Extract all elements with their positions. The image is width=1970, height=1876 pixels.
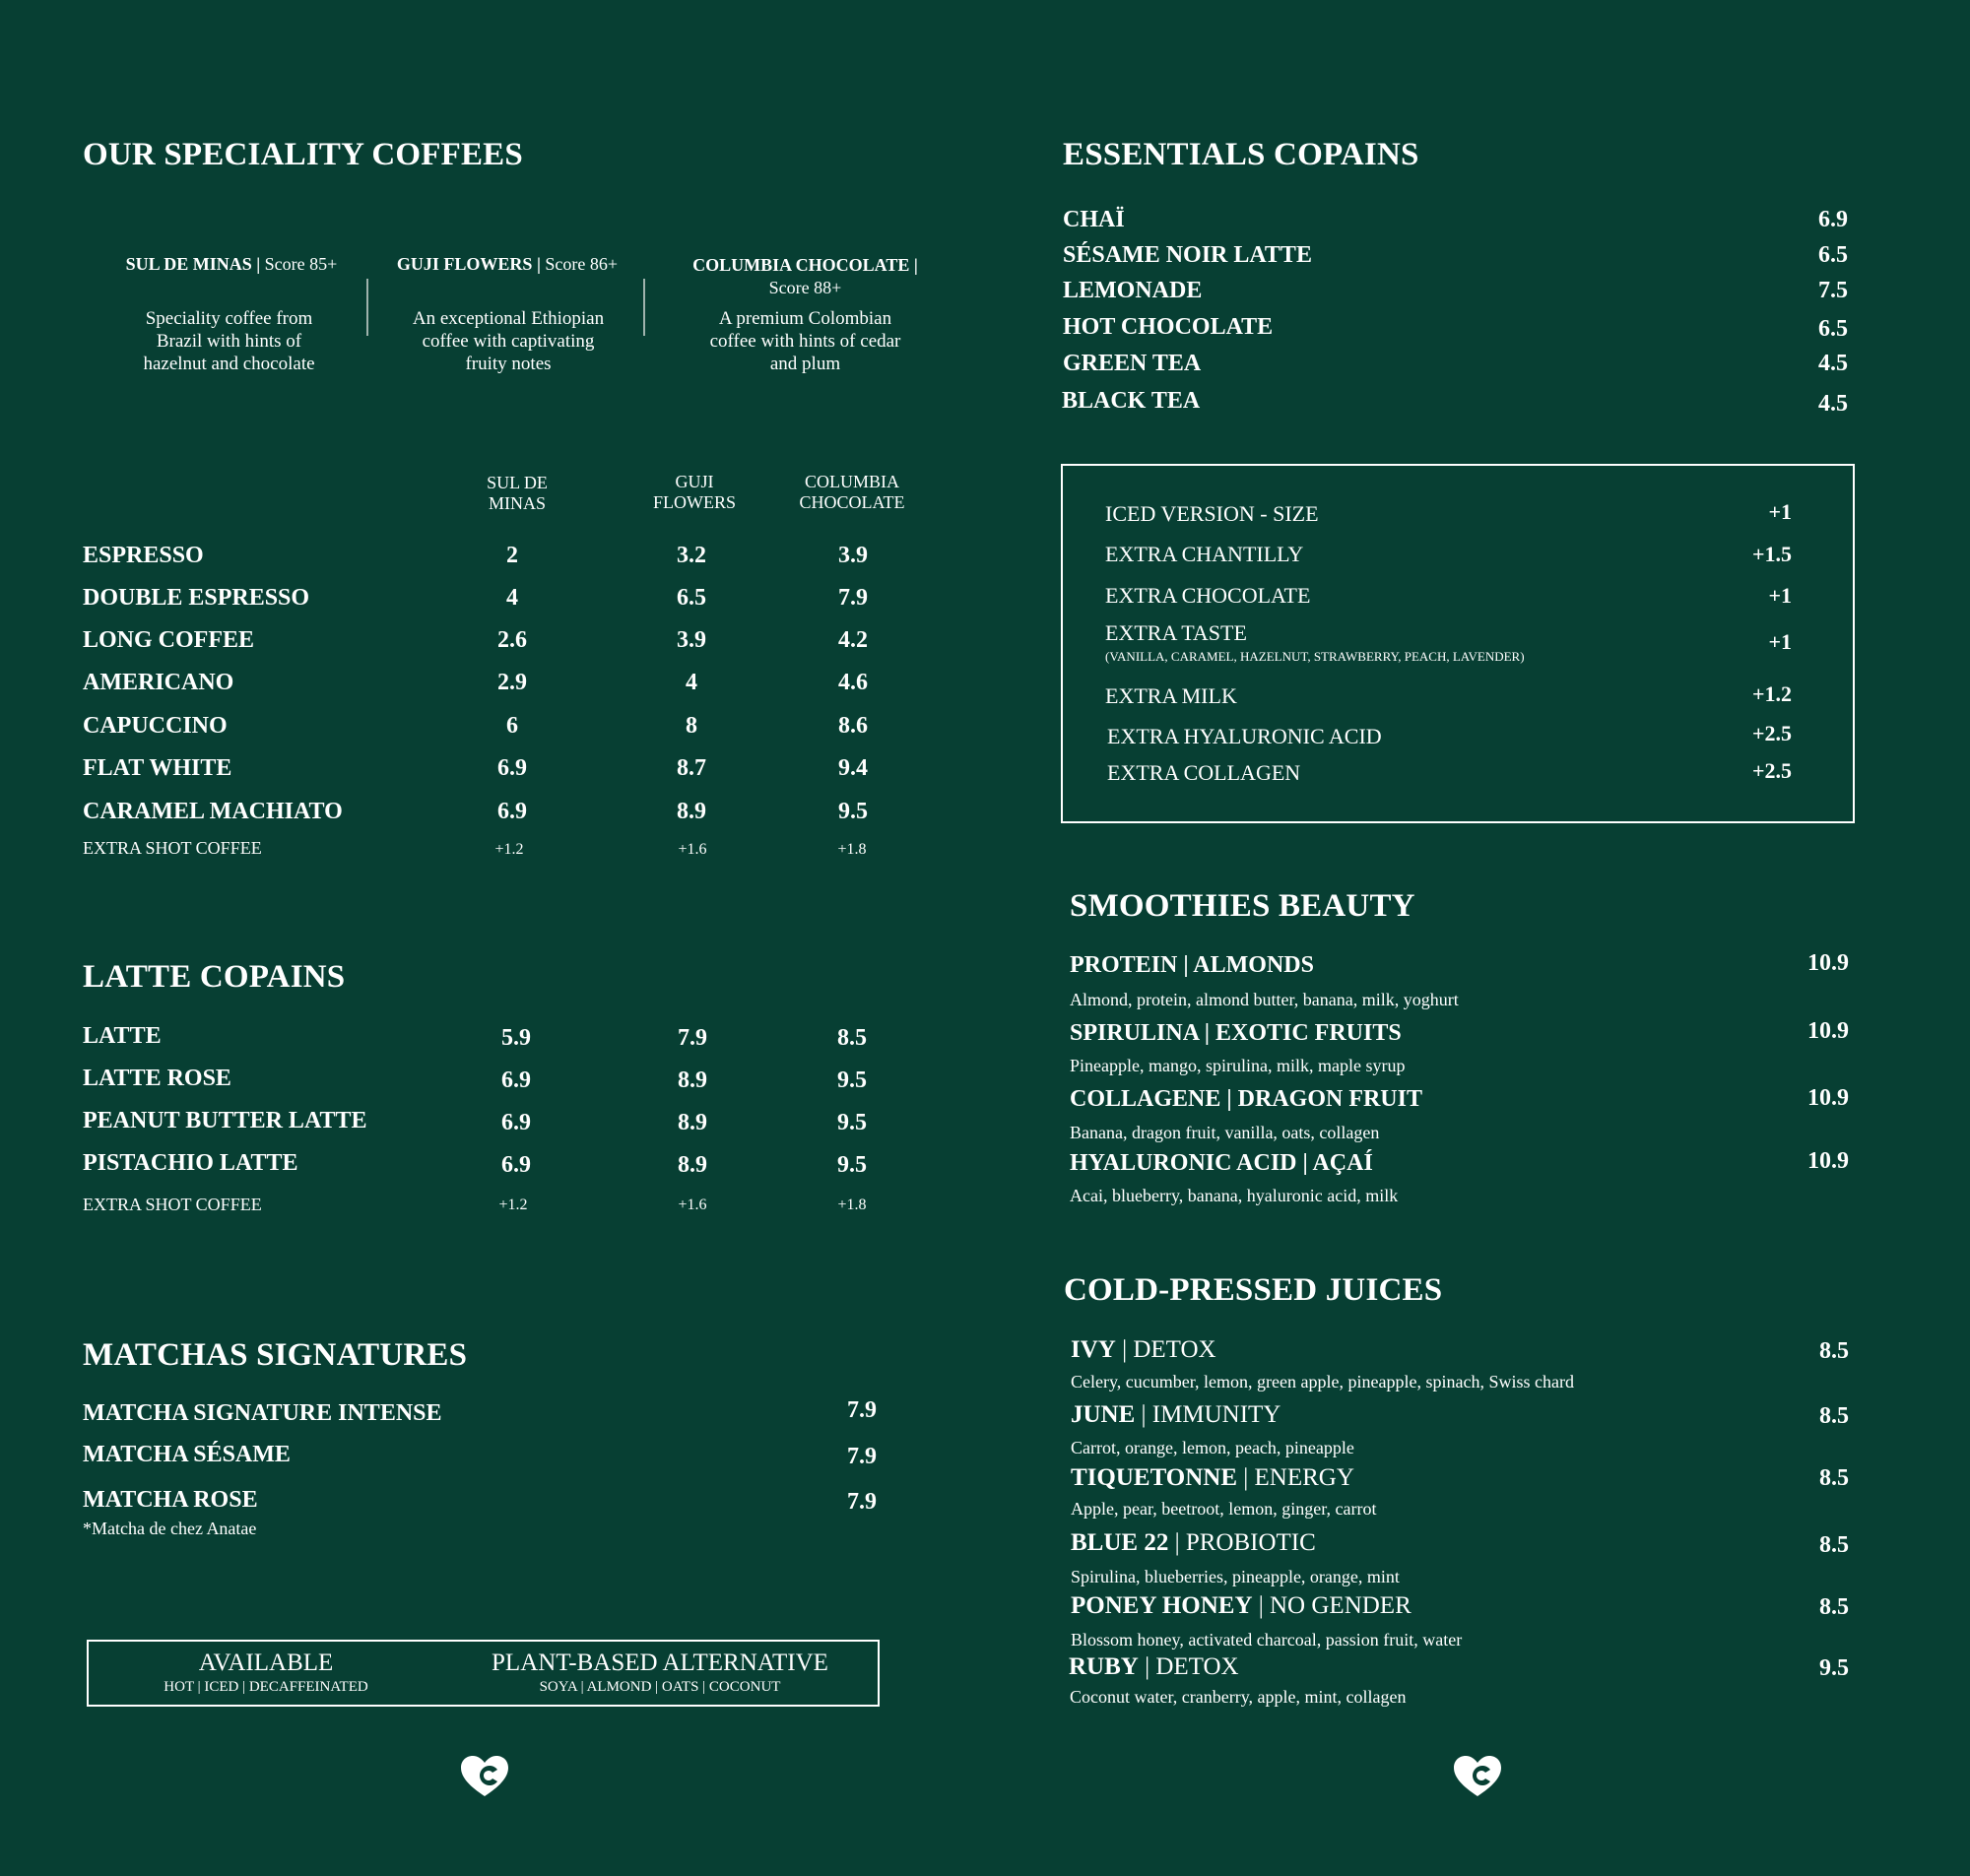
extra-option: ICED VERSION - SIZE [1105, 501, 1319, 526]
price: +1.5 [1751, 542, 1792, 566]
price: 7.9 [838, 585, 868, 611]
menu-item: LATTE ROSE [83, 1066, 231, 1091]
price: +1.2 [498, 1197, 528, 1213]
price: 9.5 [838, 799, 868, 824]
item-description: Acai, blueberry, banana, hyaluronic acid, milk [1070, 1186, 1399, 1205]
bean-guji-title: GUJI FLOWERS | Score 86+ [396, 254, 619, 274]
price: 10.9 [1807, 1018, 1849, 1044]
menu-item: PONEY HONEY | NO GENDER [1071, 1592, 1412, 1619]
price: 2 [506, 543, 518, 568]
price: 8.5 [1819, 1403, 1849, 1429]
column-header-columbia: COLUMBIA CHOCOLATE [799, 472, 905, 512]
menu-item: LEMONADE [1063, 278, 1203, 303]
extra-option: EXTRA HYALURONIC ACID [1107, 724, 1382, 748]
price: +2.5 [1751, 758, 1792, 783]
price: 7.9 [847, 1489, 877, 1515]
extra-taste-flavours: (VANILLA, CARAMEL, HAZELNUT, STRAWBERRY, PEACH, LAVENDER) [1105, 649, 1525, 664]
menu-item: FLAT WHITE [83, 755, 232, 781]
price: 7.9 [847, 1397, 877, 1423]
price: +1 [1768, 499, 1792, 524]
price: 6.5 [1818, 242, 1848, 268]
menu-item: CAPUCCINO [83, 713, 228, 739]
price: 8.5 [1819, 1532, 1849, 1558]
essentials-title: ESSENTIALS COPAINS [1063, 137, 1419, 172]
menu-item: AMERICANO [83, 670, 234, 695]
plant-based-options: SOYA | ALMOND | OATS | COCONUT [539, 1679, 781, 1695]
price: 3.2 [677, 543, 706, 568]
price: 4 [506, 585, 518, 611]
price: 6.9 [501, 1067, 531, 1093]
bean-divider [643, 279, 645, 336]
bean-guji-desc: An exceptional Ethiopian coffee with captivating fruity notes [412, 308, 605, 374]
price: 4 [686, 670, 697, 695]
price: 8.5 [1819, 1465, 1849, 1491]
price: 3.9 [677, 627, 706, 653]
menu-item: CHAÏ [1063, 207, 1125, 232]
item-description: Celery, cucumber, lemon, green apple, pineapple, spinach, Swiss chard [1071, 1372, 1574, 1391]
juices-title: COLD-PRESSED JUICES [1064, 1272, 1443, 1308]
menu-item: RUBY | DETOX [1069, 1653, 1239, 1680]
price: +1.8 [837, 841, 867, 858]
extra-option: EXTRA CHOCOLATE [1105, 583, 1311, 608]
extras-box [1061, 464, 1855, 823]
price: 6.5 [1818, 316, 1848, 342]
price: 9.5 [837, 1152, 867, 1178]
price: 6.9 [497, 755, 527, 781]
extra-option: EXTRA CHANTILLY [1105, 542, 1304, 566]
price: 8.9 [678, 1110, 707, 1135]
menu-item: LATTE [83, 1023, 162, 1049]
price: 6 [506, 713, 518, 739]
price: +2.5 [1751, 721, 1792, 745]
price: 9.5 [837, 1067, 867, 1093]
menu-item: SPIRULINA | EXOTIC FRUITS [1070, 1020, 1402, 1046]
heart-c-logo-icon [1453, 1755, 1502, 1798]
price: +1.6 [678, 841, 707, 858]
price: 3.9 [838, 543, 868, 568]
menu-item: BLUE 22 | PROBIOTIC [1071, 1529, 1316, 1556]
menu-item: LONG COFFEE [83, 627, 255, 653]
menu-item: HYALURONIC ACID | AÇAÍ [1070, 1150, 1373, 1176]
extra-shot-label: EXTRA SHOT COFFEE [83, 838, 262, 858]
price: 6.9 [501, 1152, 531, 1178]
price: 8.5 [837, 1025, 867, 1051]
price: +1 [1768, 629, 1792, 654]
menu-item: PEANUT BUTTER LATTE [83, 1108, 367, 1133]
price: 6.9 [497, 799, 527, 824]
item-description: Blossom honey, activated charcoal, passion fruit, water [1071, 1630, 1463, 1650]
menu-item: HOT CHOCOLATE [1063, 314, 1274, 340]
menu-item: SÉSAME NOIR LATTE [1063, 242, 1312, 268]
menu-item: JUNE | IMMUNITY [1071, 1401, 1281, 1428]
bean-sul-title: SUL DE MINAS | Score 85+ [125, 254, 338, 274]
available-options: HOT | ICED | DECAFFEINATED [164, 1679, 368, 1695]
price: 7.9 [678, 1025, 707, 1051]
availability-box [87, 1640, 880, 1707]
menu-item: PISTACHIO LATTE [83, 1150, 298, 1176]
item-description: Carrot, orange, lemon, peach, pineapple [1071, 1438, 1354, 1457]
price: 8.9 [678, 1067, 707, 1093]
menu-item: MATCHA SÉSAME [83, 1442, 291, 1467]
menu-item: BLACK TEA [1062, 388, 1201, 414]
matcha-title: MATCHAS SIGNATURES [83, 1337, 468, 1373]
price: 9.5 [837, 1110, 867, 1135]
price: 8 [686, 713, 697, 739]
bean-columbia-title: COLUMBIA CHOCOLATE | Score 88+ [692, 255, 918, 297]
menu-item: TIQUETONNE | ENERGY [1071, 1464, 1354, 1491]
price: 7.5 [1818, 278, 1848, 303]
price: 7.9 [847, 1444, 877, 1469]
menu-item: GREEN TEA [1063, 351, 1202, 376]
extra-option: EXTRA MILK [1105, 683, 1237, 708]
column-header-guji: GUJI FLOWERS [652, 472, 736, 512]
price: 8.7 [677, 755, 706, 781]
price: 4.5 [1818, 351, 1848, 376]
price: 5.9 [501, 1025, 531, 1051]
bean-divider [366, 279, 368, 336]
price: 8.9 [677, 799, 706, 824]
item-description: Apple, pear, beetroot, lemon, ginger, carrot [1071, 1499, 1377, 1519]
plant-based-title: PLANT-BASED ALTERNATIVE [492, 1650, 828, 1676]
price: 10.9 [1807, 950, 1849, 976]
latte-title: LATTE COPAINS [83, 959, 346, 995]
price: 8.5 [1819, 1594, 1849, 1620]
matcha-note: *Matcha de chez Anatae [83, 1519, 257, 1538]
heart-c-logo-icon [460, 1755, 509, 1798]
price: 9.4 [838, 755, 868, 781]
menu-item: COLLAGENE | DRAGON FRUIT [1070, 1086, 1422, 1112]
bean-sul-desc: Speciality coffee from Brazil with hints of hazelnut and chocolate [143, 308, 315, 374]
price: 10.9 [1807, 1148, 1849, 1174]
menu-item: MATCHA ROSE [83, 1487, 258, 1513]
price: +1.2 [1751, 681, 1792, 706]
smoothies-title: SMOOTHIES BEAUTY [1070, 888, 1415, 924]
price: 8.9 [678, 1152, 707, 1178]
item-description: Banana, dragon fruit, vanilla, oats, collagen [1070, 1123, 1380, 1142]
price: +1.8 [837, 1197, 867, 1213]
item-description: Spirulina, blueberries, pineapple, orange, mint [1071, 1567, 1400, 1586]
menu-item: DOUBLE ESPRESSO [83, 585, 310, 611]
price: 4.5 [1818, 391, 1848, 417]
column-header-sul: SUL DE MINAS [487, 473, 548, 513]
price: 2.6 [497, 627, 527, 653]
price: 6.9 [1818, 207, 1848, 232]
extra-option: EXTRA TASTE [1105, 620, 1247, 645]
price: 8.5 [1819, 1338, 1849, 1364]
item-description: Almond, protein, almond butter, banana, milk, yoghurt [1070, 990, 1459, 1009]
price: 6.9 [501, 1110, 531, 1135]
price: +1 [1768, 583, 1792, 608]
item-description: Coconut water, cranberry, apple, mint, collagen [1070, 1687, 1407, 1707]
menu-item: ESPRESSO [83, 543, 204, 568]
price: +1.2 [494, 841, 524, 858]
menu-item: IVY | DETOX [1071, 1336, 1216, 1363]
price: 2.9 [497, 670, 527, 695]
menu-item: PROTEIN | ALMONDS [1070, 952, 1314, 978]
specialty-title: OUR SPECIALITY COFFEES [83, 137, 523, 172]
price: 4.2 [838, 627, 868, 653]
price: +1.6 [678, 1197, 707, 1213]
price: 9.5 [1819, 1655, 1849, 1681]
menu-item: MATCHA SIGNATURE INTENSE [83, 1400, 442, 1426]
extra-option: EXTRA COLLAGEN [1107, 760, 1301, 785]
menu-item: CARAMEL MACHIATO [83, 799, 343, 824]
price: 6.5 [677, 585, 706, 611]
price: 4.6 [838, 670, 868, 695]
price: 8.6 [838, 713, 868, 739]
price: 10.9 [1807, 1085, 1849, 1111]
bean-columbia-desc: A premium Colombian coffee with hints of cedar and plum [709, 308, 901, 374]
available-title: AVAILABLE [198, 1650, 334, 1676]
item-description: Pineapple, mango, spirulina, milk, maple syrup [1070, 1056, 1406, 1075]
extra-shot-label: EXTRA SHOT COFFEE [83, 1195, 262, 1214]
